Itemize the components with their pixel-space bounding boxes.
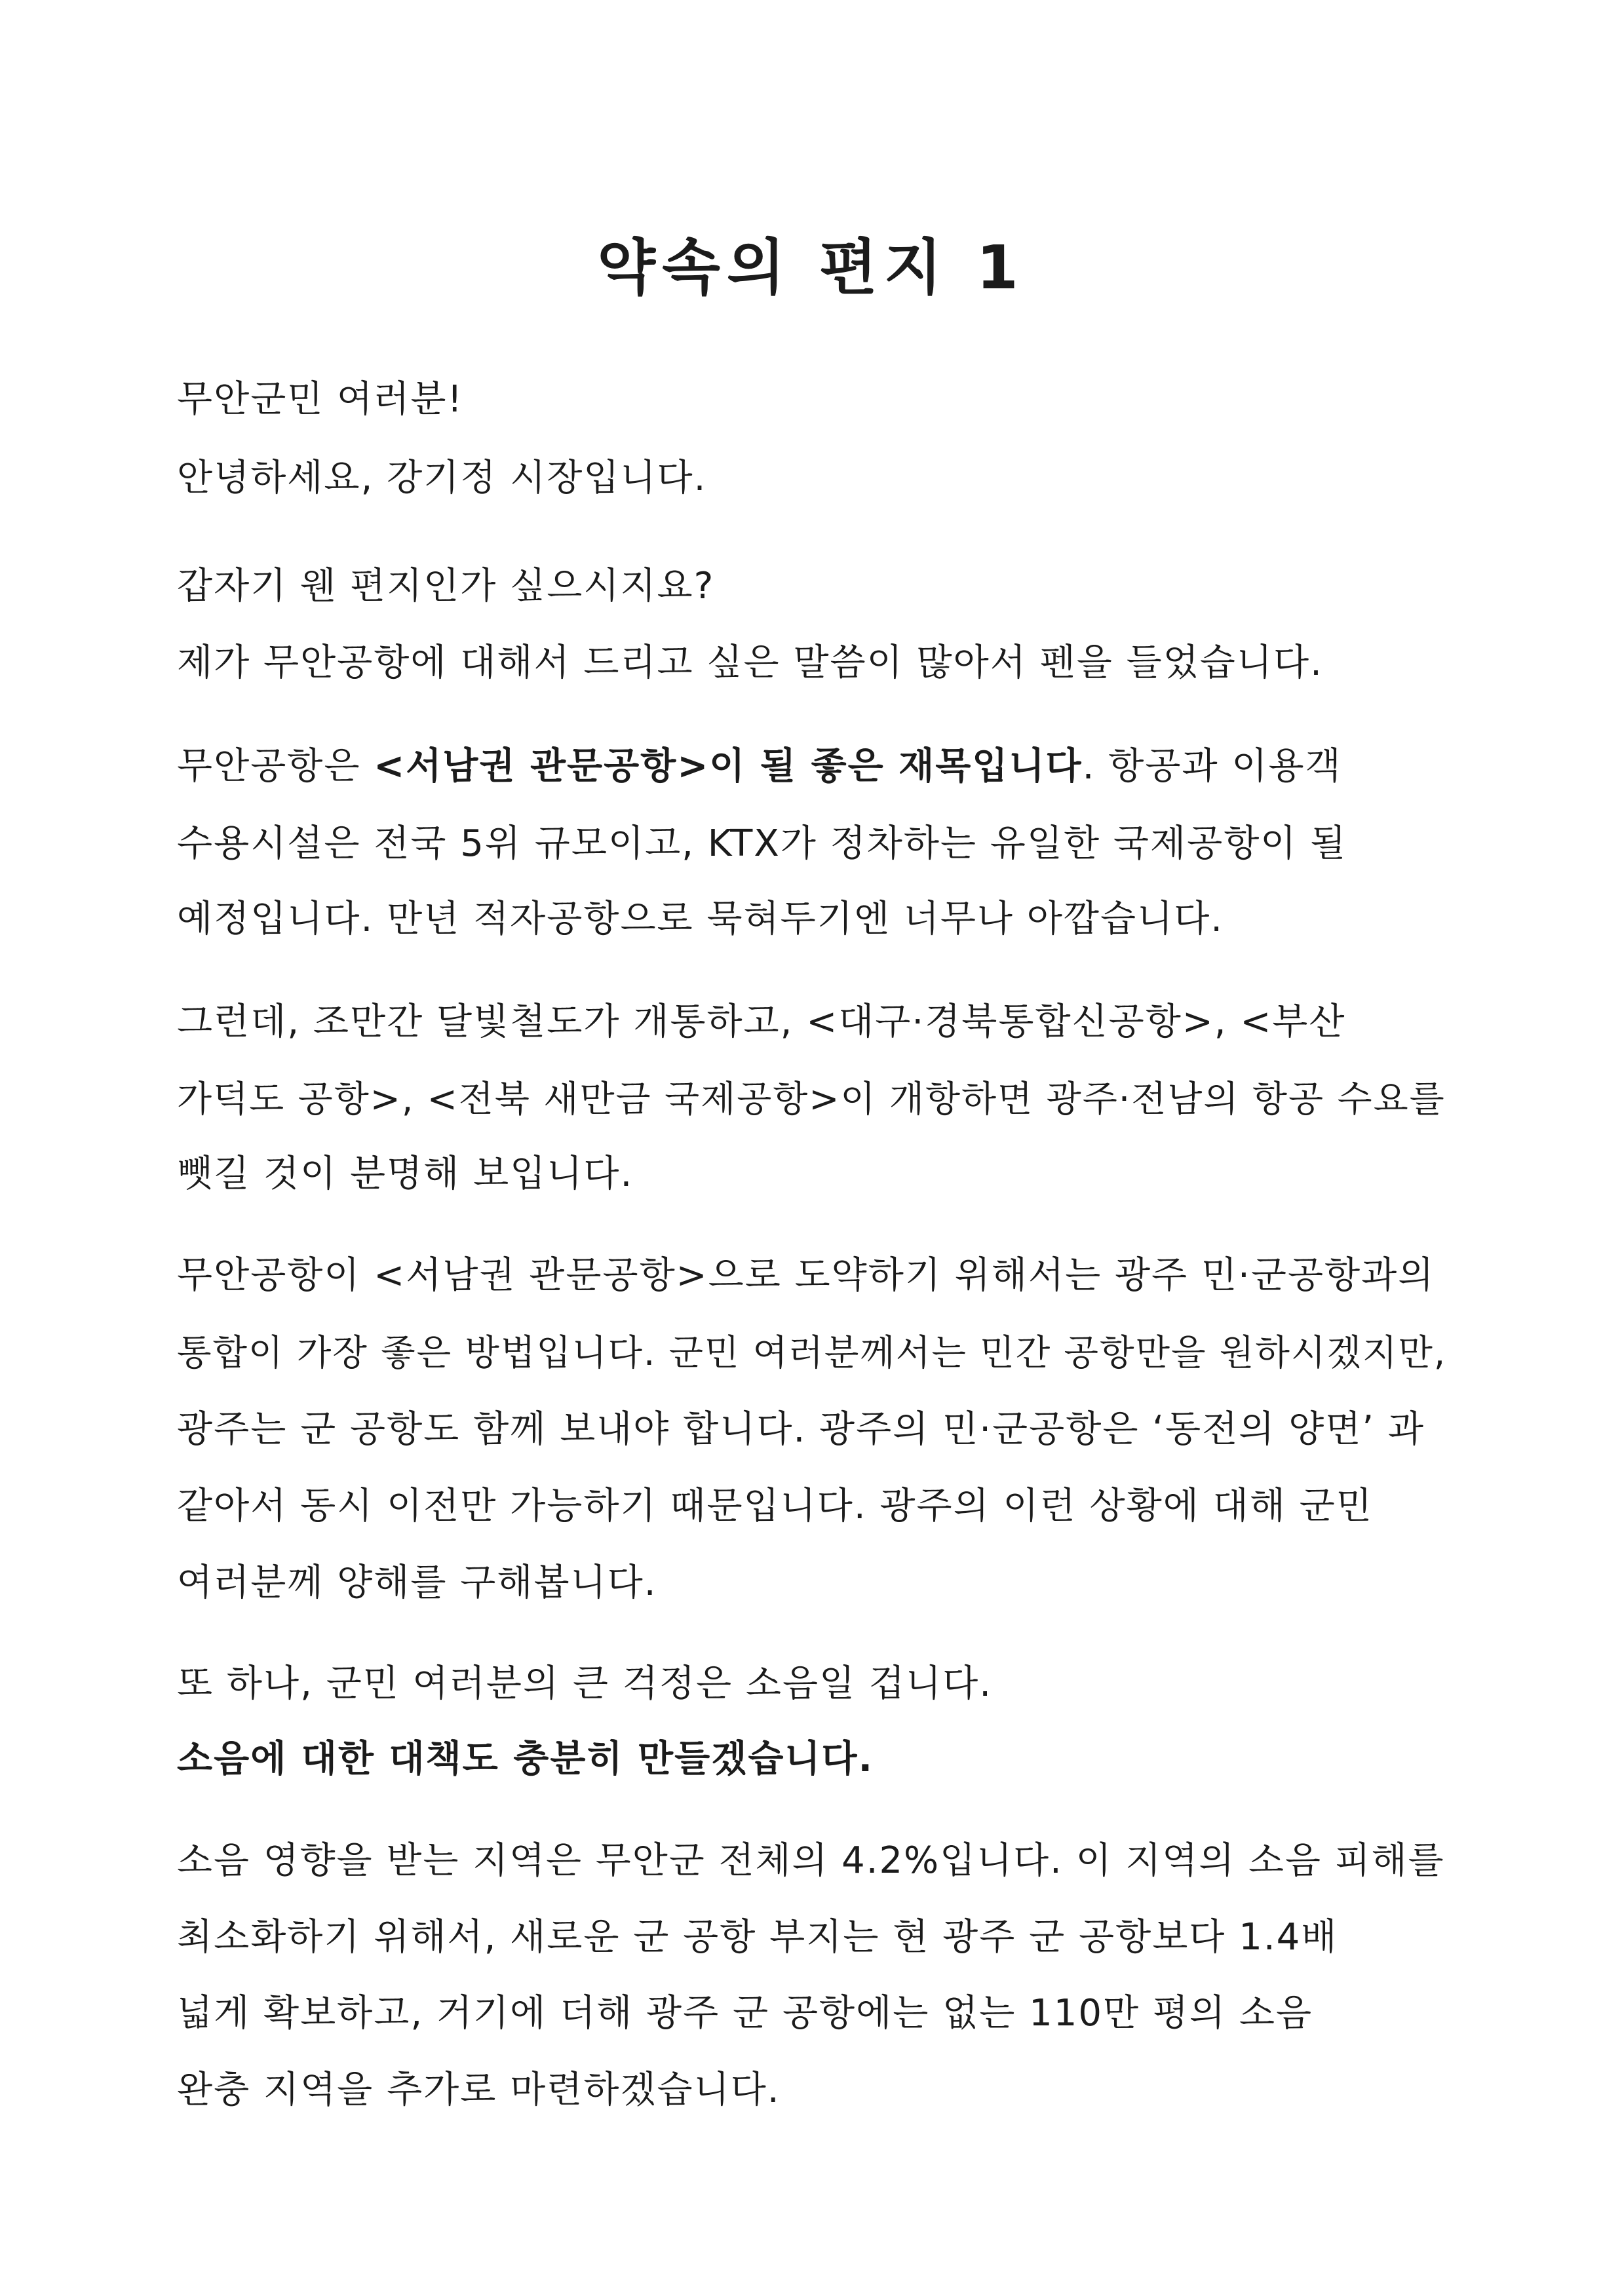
intro-line-1: 갑자기 웬 편지인가 싶으시지요? (177, 565, 715, 607)
para3-line-5: 여러분께 양해를 구해봅니다. (177, 1561, 657, 1604)
greeting-line-2: 안녕하세요, 강기정 시장입니다. (177, 457, 707, 499)
para2-line-3: 뺏길 것이 분명해 보입니다. (177, 1153, 634, 1195)
para2-line-2: 가덕도 공항>, <전북 새만금 국제공항>이 개항하면 광주·전남의 항공 수요를 (177, 1078, 1446, 1120)
para3-line-1: 무안공항이 <서남권 관문공항>으로 도약하기 위해서는 광주 민·군공항과의 (177, 1254, 1435, 1297)
para5-line-2: 최소화하기 위해서, 새로운 군 공항 부지는 현 광주 군 공항보다 1.4배 (177, 1916, 1338, 1959)
para4-line-2: 소음에 대한 대책도 충분히 만들겠습니다. (177, 1738, 874, 1780)
para5-line-3: 넓게 확보하고, 거기에 더해 광주 군 공항에는 없는 110만 평의 소음 (177, 1992, 1313, 2035)
intro-line-2: 제가 무안공항에 대해서 드리고 싶은 말씀이 많아서 펜을 들었습니다. (177, 641, 1323, 684)
para3-line-2: 통합이 가장 좋은 방법입니다. 군민 여러분께서는 민간 공항만을 원하시겠지만, (177, 1332, 1447, 1373)
para2-line-1: 그런데, 조만간 달빛철도가 개통하고, <대구·경북통합신공항>, <부산 (177, 1001, 1346, 1043)
para4-line-1: 또 하나, 군민 여러분의 큰 걱정은 소음일 겁니다. (177, 1662, 993, 1705)
para1-line-2: 수용시설은 전국 5위 규모이고, KTX가 정차하는 유일한 국제공항이 될 (177, 822, 1347, 865)
para3-line-4: 같아서 동시 이전만 가능하기 때문입니다. 광주의 이런 상황에 대해 군민 (177, 1485, 1373, 1527)
greeting-line-1: 무안군민 여러분! (177, 378, 463, 421)
para1-line-1 (177, 740, 1342, 793)
para5-line-1: 소음 영향을 받는 지역은 무안군 전체의 4.2%입니다. 이 지역의 소음 피해를 (177, 1839, 1445, 1882)
para1-line-3: 예정입니다. 만년 적자공항으로 묵혀두기엔 너무나 아깝습니다. (177, 898, 1224, 940)
para5-line-4: 완충 지역을 추가로 마련하겠습니다. (177, 2069, 781, 2111)
para1-line-1-end: . 항공과 이용객 (1082, 745, 1342, 788)
para1-emphasis: <서남권 관문공항>이 될 좋은 재목입니다 (374, 745, 1083, 788)
page-title: 약속의 편지 1 (597, 233, 1025, 303)
para1-line-1-start: 무안공항은 (177, 745, 374, 788)
para3-line-3: 광주는 군 공항도 함께 보내야 합니다. 광주의 민·군공항은 ‘동전의 양면’ 과 (177, 1408, 1425, 1451)
